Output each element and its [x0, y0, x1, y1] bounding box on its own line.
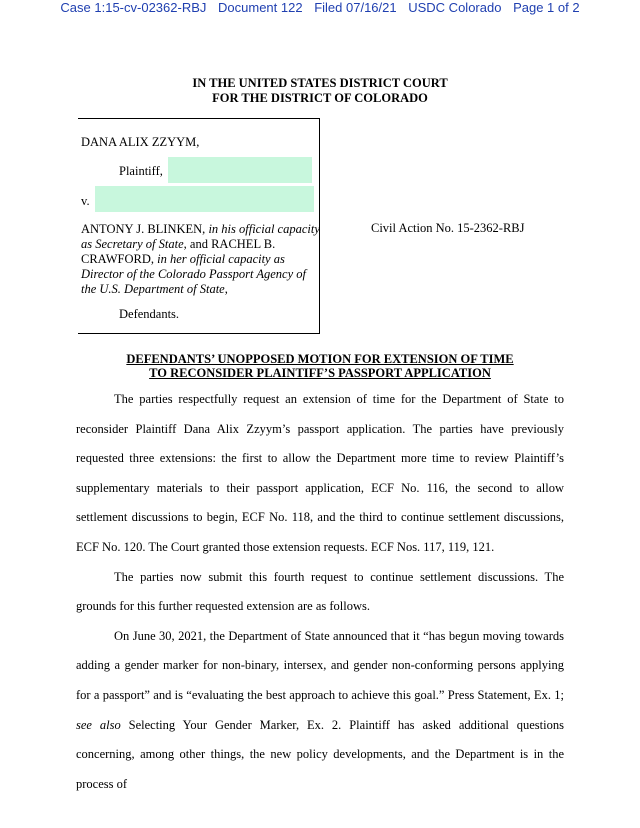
and-connector: , and	[183, 237, 208, 251]
comma: ,	[224, 282, 228, 296]
versus-label: v.	[81, 194, 90, 208]
case-caption-box	[78, 118, 320, 334]
motion-title	[0, 352, 640, 380]
paragraph-3	[76, 622, 564, 800]
see-also-signal: see also	[76, 717, 121, 732]
paragraph-1: The parties respectfully request an extension of time for the Department of State to reconsider Plaintiff Dana Alix Zzyym’s passport application. The parties have previously requested three extensions: the first to allow the Department more time to review Plaintiff’s supplementary materials to their passport application, ECF No. 116, the second to allow settlement discussions to begin, ECF No. 118, and the third to continue settlement discussions, ECF No. 120. The Court granted those extension requests. ECF Nos. 117, 119, 121.	[76, 392, 564, 554]
plaintiff-name: DANA ALIX ZZYYM,	[81, 135, 200, 149]
court-heading	[0, 76, 640, 106]
paragraph-3-part1: On June 30, 2021, the Department of State announced that it “has begun moving towards adding a gender marker for non-binary, intersex, and gender non-conforming persons applying for a passport” and is “evaluating the best approach to achieve this goal.” Press Statement, Ex. 1;	[76, 628, 564, 702]
stamp-document-number: Document 122	[218, 0, 303, 15]
stamp-filed-date: Filed 07/16/21	[314, 0, 397, 15]
paragraph-2: The parties now submit this fourth request to continue settlement discussions. The grounds for this further requested extension are as follows.	[76, 569, 564, 614]
defendant1-title: in his official capacity as Secretary of State	[81, 222, 320, 251]
defendant2-title: in her official capacity as Director of the Colorado Passport Agency of the U.S. Department of State	[81, 252, 306, 296]
stamp-page: Page 1 of 2	[513, 0, 580, 15]
stamp-case-number: Case 1:15-cv-02362-RBJ	[60, 0, 207, 15]
defendant-role: Defendants.	[119, 307, 180, 321]
motion-title-line2: TO RECONSIDER PLAINTIFF’S PASSPORT APPLICATION	[149, 366, 491, 380]
stamp-court: USDC Colorado	[408, 0, 502, 15]
court-heading-line2: FOR THE DISTRICT OF COLORADO	[212, 91, 428, 105]
plaintiff-role: Plaintiff,	[119, 164, 163, 178]
highlight-annotation	[95, 186, 314, 212]
highlight-annotation	[168, 157, 312, 183]
motion-title-line1: DEFENDANTS’ UNOPPOSED MOTION FOR EXTENSION OF TIME	[126, 352, 514, 366]
motion-body	[76, 385, 564, 799]
civil-action-number: Civil Action No. 15-2362-RBJ	[371, 221, 525, 235]
paragraph-3-part2: Selecting Your Gender Marker, Ex. 2. Plaintiff has asked additional questions concerning, among other things, the new policy developments, and the Department is in the process of	[76, 717, 564, 791]
defendant2-name: RACHEL B. CRAWFORD,	[81, 237, 276, 266]
filing-stamp	[0, 0, 640, 15]
defendant1-name: ANTONY J. BLINKEN,	[81, 222, 206, 236]
defendants-block	[81, 222, 321, 297]
court-heading-line1: IN THE UNITED STATES DISTRICT COURT	[192, 76, 448, 90]
